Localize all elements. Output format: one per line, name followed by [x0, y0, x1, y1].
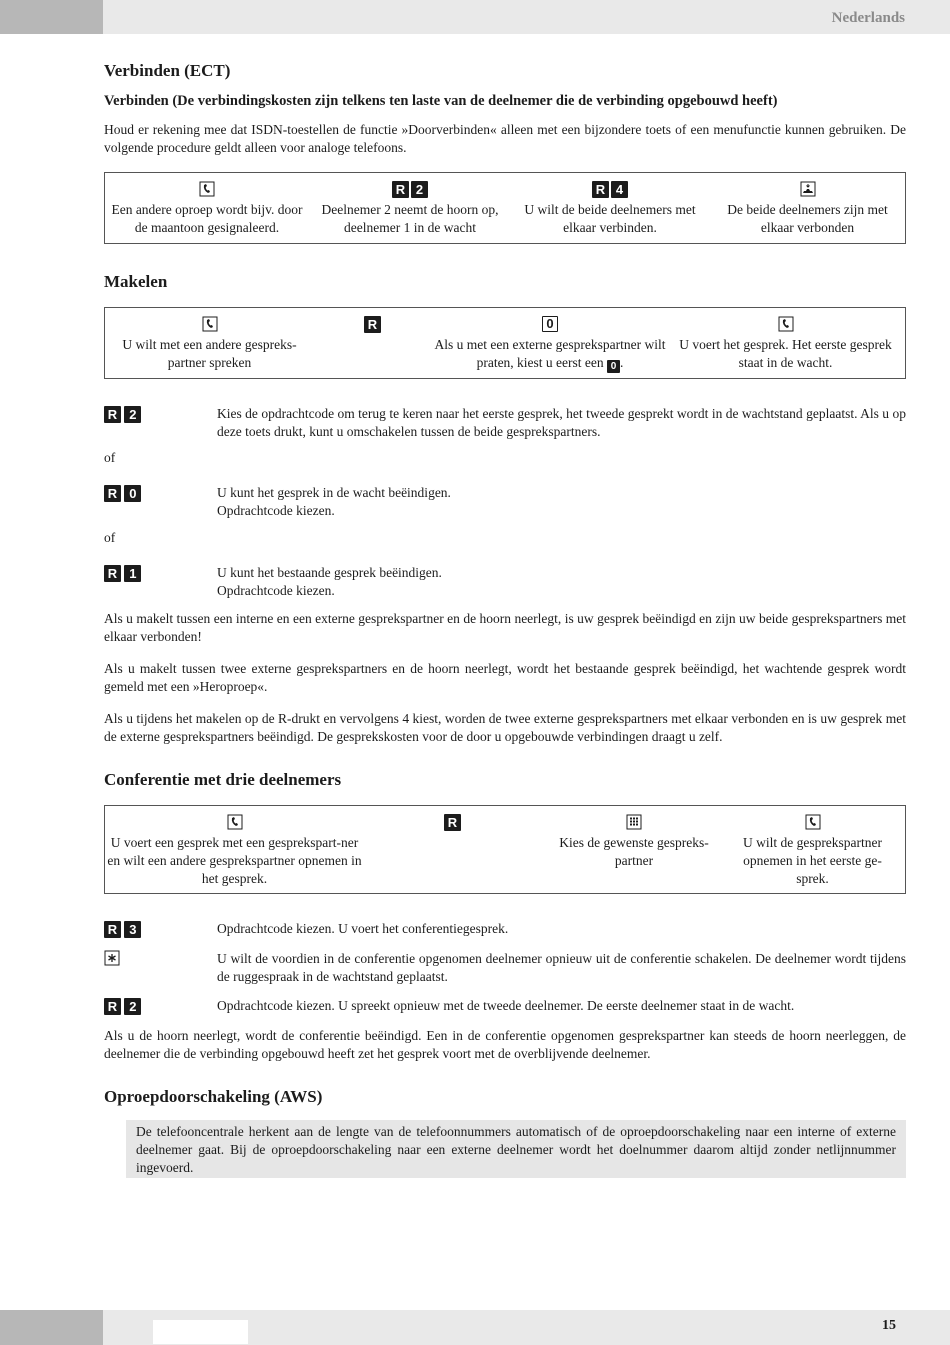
digit-key: 3	[124, 921, 141, 938]
ect-step-3	[510, 177, 710, 237]
makelen-procedure-box	[104, 307, 906, 379]
makelen-step-2	[310, 312, 435, 336]
makelen-paragraph-2: Als u makelt tussen twee externe gesprekspartners en de hoorn neerlegt, wordt het bestaande gesprek beëindigd, het wachtende gesprek wordt gemeld met een »Heroproep«.	[104, 661, 906, 694]
section-subtitle-ect: Verbinden (De verbindingskosten zijn telkens ten laste van de deelnemer die de verbinding opgebouwd heeft)	[104, 93, 778, 109]
makelen-option-2-keys	[104, 485, 141, 502]
digit-key: 2	[124, 998, 141, 1015]
or-label: of	[104, 530, 116, 545]
r-key: R	[104, 998, 121, 1015]
footer-bar	[0, 1310, 950, 1345]
conference-option-2-keys	[104, 950, 120, 970]
conference-step-1	[107, 810, 362, 888]
handset-icon	[199, 181, 215, 197]
r-key: R	[592, 181, 609, 198]
digit-key: 1	[124, 565, 141, 582]
digit-key: 4	[611, 181, 628, 198]
r-key: R	[104, 921, 121, 938]
conference-step-4	[730, 810, 895, 888]
handset-icon	[227, 814, 243, 830]
conference-paragraph: Als u de hoorn neerlegt, wordt de conferentie beëindigd. Een in de conferentie opgenomen gesprekspartner kan steeds de hoorn neerleggen, de deelnemer die de verbinding opgebouwd heeft zet het gesprek voort met de overblijvende deelnemer.	[104, 1028, 906, 1061]
ect-step-4	[710, 177, 905, 237]
conference-step-3	[550, 810, 718, 870]
r-key: R	[104, 485, 121, 502]
conference-option-3-keys	[104, 998, 141, 1015]
makelen-step-3-text	[430, 336, 670, 373]
ect-step-2	[315, 177, 505, 237]
ect-step-1-text: Een andere oproep wordt bijv. door de maantoon gesignaleerd.	[111, 202, 303, 235]
makelen-step-3-label: Als u met een externe gesprekspartner wilt praten, kiest u eerst een	[434, 337, 666, 370]
conference-step-3-text: Kies de gewenste gespreks-partner	[559, 835, 709, 868]
zero-key-inline: 0	[607, 360, 620, 373]
makelen-step-4-text: U voert het gesprek. Het eerste gesprek staat in de wacht.	[679, 337, 892, 370]
makelen-option-3-keys	[104, 565, 141, 582]
makelen-step-4	[673, 312, 898, 372]
conference-option-1-text: Opdrachtcode kiezen. U voert het conferentiegesprek.	[217, 921, 509, 936]
section-title-aws: Oproepdoorschakeling (AWS)	[104, 1087, 323, 1106]
r-key: R	[392, 181, 409, 198]
zero-key: 0	[542, 316, 558, 332]
handset-icon	[778, 316, 794, 332]
conference-option-3-text: Opdrachtcode kiezen. U spreekt opnieuw met de tweede deelnemer. De eerste deelnemer staat in de wacht.	[217, 998, 795, 1013]
conference-procedure-box	[104, 805, 906, 894]
r-key: R	[104, 406, 121, 423]
makelen-option-1-text: Kies de opdrachtcode om terug te keren naar het eerste gesprek, het tweede gesprekt wordt in de wachtstand geplaatst. Als u op deze toets drukt, kunt u omschakelen tussen de beide gesprekspartners.	[217, 406, 906, 439]
makelen-paragraph-3: Als u tijdens het makelen op de R-drukt en vervolgens 4 kiest, worden de twee externe gesprekspartners met elkaar verbonden en is uw gesprek met de externe gesprekspartners beëindigd. De gesprekskosten voor de door u opgebouwde verbindingen draagt u zelf.	[104, 711, 906, 744]
makelen-step-3	[430, 312, 670, 373]
ect-step-1	[107, 177, 307, 237]
r-key: R	[364, 316, 381, 333]
section-title-ect: Verbinden (ECT)	[104, 61, 231, 80]
keypad-icon	[626, 814, 642, 830]
footer-tab	[153, 1320, 248, 1344]
digit-key: 0	[124, 485, 141, 502]
r-key: R	[104, 565, 121, 582]
language-label: Nederlands	[831, 10, 905, 26]
star-icon	[104, 950, 120, 966]
footer-bar-accent	[0, 1310, 103, 1345]
makelen-step-1	[107, 312, 312, 372]
ect-procedure-box	[104, 172, 906, 244]
header-bar-accent	[0, 0, 103, 34]
makelen-step-1-text: U wilt met een andere gespreks-partner spreken	[122, 337, 297, 370]
makelen-step-3-period: .	[620, 355, 624, 370]
ect-step-2-text: Deelnemer 2 neemt de hoorn op, deelnemer 1 in de wacht	[321, 202, 499, 235]
digit-key: 2	[411, 181, 428, 198]
handset-icon	[202, 316, 218, 332]
handset-icon	[805, 814, 821, 830]
makelen-paragraph-1: Als u makelt tussen een interne en een externe gesprekspartner en de hoorn neerlegt, is uw gesprek beëindigd en zijn uw beide gesprekspartners met elkaar verbonden!	[104, 611, 906, 644]
header-bar	[0, 0, 950, 34]
makelen-option-3-text: U kunt het bestaande gesprek beëindigen. Opdrachtcode kiezen.	[217, 565, 442, 598]
r-key: R	[444, 814, 461, 831]
ect-intro: Houd er rekening mee dat ISDN-toestellen de functie »Doorverbinden« alleen met een bijzondere toets of een menufunctie kunnen gebruiken. De volgende procedure geldt alleen voor analoge telefoons.	[104, 122, 906, 155]
or-label: of	[104, 450, 116, 465]
makelen-option-2-text: U kunt het gesprek in de wacht beëindigen. Opdrachtcode kiezen.	[217, 485, 451, 518]
ect-step-4-text: De beide deelnemers zijn met elkaar verbonden	[727, 202, 888, 235]
conference-step-1-text: U voert een gesprek met een gesprekspart-ner en wilt een andere gesprekspartner opnemen in het gesprek.	[107, 835, 362, 886]
page-number: 15	[882, 1318, 896, 1333]
aws-note-box	[126, 1120, 906, 1178]
hang-up-icon	[800, 181, 816, 197]
section-title-makelen: Makelen	[104, 272, 168, 291]
section-title-conference: Conferentie met drie deelnemers	[104, 770, 342, 789]
ect-step-3-text: U wilt de beide deelnemers met elkaar verbinden.	[524, 202, 696, 235]
digit-key: 2	[124, 406, 141, 423]
conference-step-2	[395, 810, 510, 834]
conference-option-2-text: U wilt de voordien in de conferentie opgenomen deelnemer opnieuw uit de conferentie schakelen. De deelnemer wordt tijdens de ruggespraak in de wachtstand geplaatst.	[217, 951, 906, 984]
conference-step-4-text: U wilt de gesprekspartner opnemen in het eerste ge-sprek.	[742, 835, 883, 886]
aws-note-text: De telefooncentrale herkent aan de lengte van de telefoonnummers automatisch of de oproepdoorschakeling naar een interne of externe deelnemer gaat. Bij de oproepdoorschakeling naar een externe deelnemer wordt het doelnummer daarom altijd zonder netlijnnummer ingevoerd.	[136, 1124, 896, 1175]
conference-option-1-keys	[104, 921, 141, 938]
makelen-option-1-keys	[104, 406, 141, 423]
